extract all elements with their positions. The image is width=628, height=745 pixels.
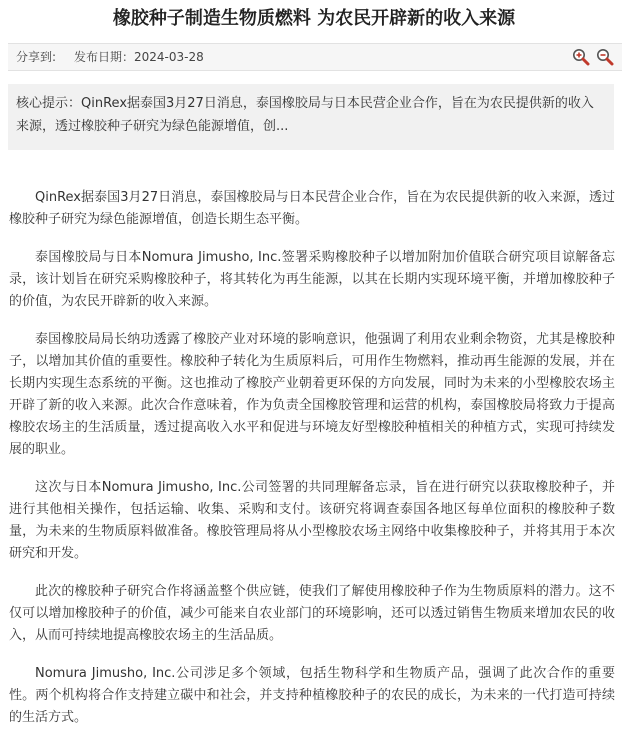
article-paragraph: 泰国橡胶局与日本Nomura Jimusho, Inc.签署采购橡胶种子以增加附加价值联合研究项目谅解备忘录，该计划旨在研究采购橡胶种子，将其转化为再生能源，以其在长期内实现环境平衡，并增加橡胶种子的价值，为农民开辟新的收入来源。: [9, 250, 615, 309]
article-paragraph: 这次与日本Nomura Jimusho, Inc.公司签署的共同理解备忘录，旨在进行研究以获取橡胶种子，并进行其他相关操作，包括运输、收集、采购和支付。该研究将调查泰国各地区每单位面积的橡胶种子数量，为未来的生物质原料做准备。橡胶管理局将从小型橡胶农场主网络中收集橡胶种子，并将其用于本次研究和开发。: [9, 480, 615, 561]
publish-date: [74, 44, 204, 70]
page-title: 橡胶种子制造生物质燃料 为农民开辟新的收入来源: [112, 8, 516, 29]
share-label[interactable]: 分享到:: [16, 50, 57, 64]
article-paragraph: QinRex据泰国3月27日消息，泰国橡胶局与日本民营企业合作，旨在为农民提供新的收入来源，透过橡胶种子研究为绿色能源增值，创造长期生态平衡。: [9, 190, 615, 227]
article-paragraph: 此次的橡胶种子研究合作将涵盖整个供应链，使我们了解使用橡胶种子作为生物质原料的潜力。这不仅可以增加橡胶种子的价值，减少可能来自农业部门的环境影响，还可以透过销售生物质来增加农民的收入，从而可持续地提高橡胶农场主的生活品质。: [9, 584, 615, 643]
article-body: [9, 187, 615, 745]
publish-date-value: 2024-03-28: [134, 50, 204, 64]
zoom-out-icon[interactable]: [596, 48, 614, 66]
summary-text: QinRex据泰国3月27日消息，泰国橡胶局与日本民营企业合作，旨在为农民提供新的收入来源，透过橡胶种子研究为绿色能源增值，创...: [16, 96, 594, 134]
summary-box: [8, 84, 614, 150]
publish-date-label: 发布日期：: [74, 50, 135, 64]
article-meta-bar: [8, 43, 622, 71]
summary-label: 核心提示：: [16, 96, 82, 111]
zoom-in-icon[interactable]: [572, 48, 590, 66]
article-paragraph: Nomura Jimusho, Inc.公司涉足多个领域，包括生物科学和生物质产品，强调了此次合作的重要性。两个机构将合作支持建立碳中和社会，并支持种植橡胶种子的农民的成长，为未来的一代打造可持续的生活方式。: [9, 666, 615, 725]
article-paragraph: 泰国橡胶局局长纳功透露了橡胶产业对环境的影响意识，他强调了利用农业剩余物资，尤其是橡胶种子，以增加其价值的重要性。橡胶种子转化为生质原料后，可用作生物燃料，推动再生能源的发展，并在长期内实现生态系统的平衡。这也推动了橡胶产业朝着更环保的方向发展，同时为未来的小型橡胶农场主开辟了新的收入来源。此次合作意味着，作为负责全国橡胶管理和运营的机构，泰国橡胶局将致力于提高橡胶农场主的生活质量，透过提高收入水平和促进与环境友好型橡胶种植相关的种植方式，实现可持续发展的职业。: [9, 332, 615, 457]
